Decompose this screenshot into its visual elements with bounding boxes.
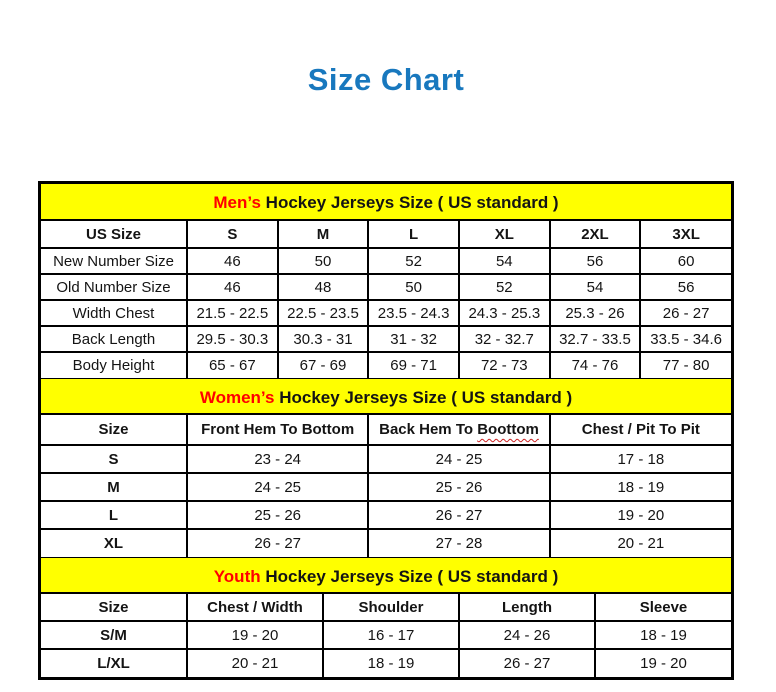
page-title: Size Chart xyxy=(307,62,465,97)
table-cell: 24 - 26 xyxy=(459,621,595,649)
table-cell: 20 - 21 xyxy=(550,529,731,557)
table-row xyxy=(41,501,731,529)
row-label: New Number Size xyxy=(41,248,187,274)
table-row xyxy=(41,445,731,473)
table-cell: 26 - 27 xyxy=(368,501,549,529)
column-header: M xyxy=(278,221,369,248)
table-cell: 33.5 - 34.6 xyxy=(640,326,731,352)
table-row xyxy=(41,352,731,378)
table-row xyxy=(41,621,731,649)
table-cell: 27 - 28 xyxy=(368,529,549,557)
table-cell: 24 - 25 xyxy=(368,445,549,473)
table-cell: 74 - 76 xyxy=(550,352,641,378)
table-row xyxy=(41,529,731,557)
womens-section-heading xyxy=(41,378,731,415)
size-chart-container xyxy=(38,181,734,680)
table-cell: 77 - 80 xyxy=(640,352,731,378)
table-row xyxy=(41,473,731,501)
table-cell: 25 - 26 xyxy=(368,473,549,501)
table-cell: 22.5 - 23.5 xyxy=(278,300,369,326)
table-cell: 72 - 73 xyxy=(459,352,550,378)
table-cell: 46 xyxy=(187,248,278,274)
column-header: US Size xyxy=(41,221,187,248)
table-cell: 21.5 - 22.5 xyxy=(187,300,278,326)
column-header-misspelled-word: Boottom xyxy=(477,421,539,438)
column-header-misspelled xyxy=(368,415,549,445)
row-label: S/M xyxy=(41,621,187,649)
column-header: XL xyxy=(459,221,550,248)
column-header: Size xyxy=(41,415,187,445)
table-cell: 31 - 32 xyxy=(368,326,459,352)
table-cell: 50 xyxy=(278,248,369,274)
youth-size-table xyxy=(41,594,731,677)
table-cell: 23 - 24 xyxy=(187,445,368,473)
table-cell: 52 xyxy=(368,248,459,274)
column-header: S xyxy=(187,221,278,248)
youth-heading-rest: Hockey Jerseys Size ( US standard ) xyxy=(265,567,559,586)
column-header: Size xyxy=(41,594,187,621)
table-cell: 32 - 32.7 xyxy=(459,326,550,352)
row-label: Back Length xyxy=(41,326,187,352)
table-row xyxy=(41,248,731,274)
row-label: L/XL xyxy=(41,649,187,677)
table-cell: 24.3 - 25.3 xyxy=(459,300,550,326)
table-cell: 16 - 17 xyxy=(323,621,459,649)
column-header: Shoulder xyxy=(323,594,459,621)
table-cell: 48 xyxy=(278,274,369,300)
table-cell: 26 - 27 xyxy=(640,300,731,326)
column-header: L xyxy=(368,221,459,248)
table-cell: 19 - 20 xyxy=(187,621,323,649)
table-cell: 18 - 19 xyxy=(323,649,459,677)
column-header: Chest / Pit To Pit xyxy=(550,415,731,445)
column-header: 3XL xyxy=(640,221,731,248)
mens-heading-highlight: Men’s xyxy=(213,193,261,212)
table-cell: 69 - 71 xyxy=(368,352,459,378)
mens-heading-rest: Hockey Jerseys Size ( US standard ) xyxy=(265,193,559,212)
table-cell: 26 - 27 xyxy=(187,529,368,557)
table-cell: 25 - 26 xyxy=(187,501,368,529)
womens-header-row xyxy=(41,415,731,445)
table-cell: 19 - 20 xyxy=(595,649,731,677)
table-cell: 30.3 - 31 xyxy=(278,326,369,352)
mens-header-row xyxy=(41,221,731,248)
size-chart-page xyxy=(0,62,776,692)
column-header: Length xyxy=(459,594,595,621)
column-header: 2XL xyxy=(550,221,641,248)
row-label: Width Chest xyxy=(41,300,187,326)
row-label: XL xyxy=(41,529,187,557)
table-row xyxy=(41,300,731,326)
table-cell: 19 - 20 xyxy=(550,501,731,529)
table-cell: 18 - 19 xyxy=(595,621,731,649)
column-header: Sleeve xyxy=(595,594,731,621)
column-header: Front Hem To Bottom xyxy=(187,415,368,445)
youth-header-row xyxy=(41,594,731,621)
table-cell: 60 xyxy=(640,248,731,274)
table-cell: 26 - 27 xyxy=(459,649,595,677)
row-label: Body Height xyxy=(41,352,187,378)
youth-section-heading xyxy=(41,557,731,594)
table-cell: 29.5 - 30.3 xyxy=(187,326,278,352)
row-label: M xyxy=(41,473,187,501)
table-row xyxy=(41,274,731,300)
row-label: Old Number Size xyxy=(41,274,187,300)
table-cell: 25.3 - 26 xyxy=(550,300,641,326)
column-header: Chest / Width xyxy=(187,594,323,621)
table-cell: 65 - 67 xyxy=(187,352,278,378)
youth-heading-highlight: Youth xyxy=(213,567,261,586)
row-label: S xyxy=(41,445,187,473)
column-header-prefix: Back Hem To xyxy=(379,421,474,438)
mens-section-heading xyxy=(41,184,731,221)
table-cell: 24 - 25 xyxy=(187,473,368,501)
table-cell: 46 xyxy=(187,274,278,300)
table-cell: 17 - 18 xyxy=(550,445,731,473)
table-row xyxy=(41,649,731,677)
table-cell: 23.5 - 24.3 xyxy=(368,300,459,326)
table-cell: 56 xyxy=(640,274,731,300)
table-cell: 54 xyxy=(459,248,550,274)
table-cell: 56 xyxy=(550,248,641,274)
table-cell: 52 xyxy=(459,274,550,300)
table-row xyxy=(41,326,731,352)
table-cell: 67 - 69 xyxy=(278,352,369,378)
womens-heading-highlight: Women’s xyxy=(199,388,275,407)
womens-heading-rest: Hockey Jerseys Size ( US standard ) xyxy=(279,388,573,407)
table-cell: 20 - 21 xyxy=(187,649,323,677)
womens-size-table xyxy=(41,415,731,557)
table-cell: 50 xyxy=(368,274,459,300)
mens-size-table xyxy=(41,221,731,378)
table-cell: 54 xyxy=(550,274,641,300)
row-label: L xyxy=(41,501,187,529)
table-cell: 18 - 19 xyxy=(550,473,731,501)
table-cell: 32.7 - 33.5 xyxy=(550,326,641,352)
